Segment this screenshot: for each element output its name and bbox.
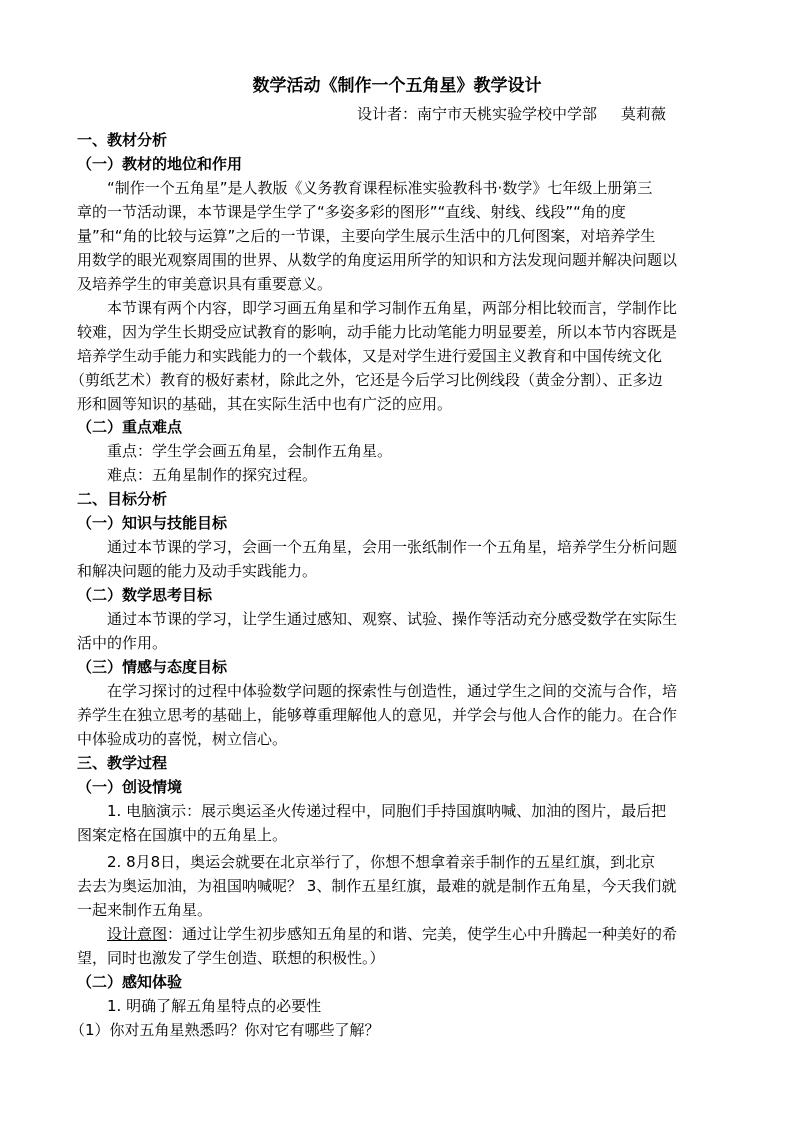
paragraph-line: 章的一节活动课，本节课是学生学了“多姿多彩的图形”“直线、射线、线段”“角的度 [77, 203, 626, 221]
subsection-heading-knowledge-skills: （一）知识与技能目标 [77, 514, 228, 532]
paragraph-line: 通过本节课的学习，会画一个五角星，会用一张纸制作一个五角星，培养学生分析问题 [107, 538, 678, 556]
section-heading-goal-analysis: 二、目标分析 [77, 490, 168, 508]
key-point-line: 重点：学生学会画五角星，会制作五角星。 [107, 442, 393, 460]
author-line: 设计者：南宁市天桃实验学校中学部 莫莉薇 [357, 105, 666, 123]
paragraph-line: 在学习探讨的过程中体验数学问题的探索性与创造性，通过学生之间的交流与合作，培 [107, 682, 678, 700]
design-intent-text: ：通过让学生初步感知五角星的和谐、完美，使学生心中升腾起一种美好的希 [167, 925, 678, 943]
paragraph-line: 通过本节课的学习，让学生通过感知、观察、试验、操作等活动充分感受数学在实际生 [107, 610, 678, 628]
paragraph-line: 形和圆等知识的基础，其在实际生活中也有广泛的应用。 [77, 395, 453, 413]
question-line: （1）你对五角星熟悉吗？你对它有哪些了解？ [70, 1021, 380, 1039]
list-item-line: 去去为奥运加油，为祖国呐喊呢？ 3、制作五星红旗，最难的就是制作五角星，今天我们就 [77, 877, 677, 895]
difficult-point-line: 难点：五角星制作的探究过程。 [107, 466, 318, 484]
list-item-line: 1. 明确了解五角星特点的必要性 [107, 997, 322, 1015]
paragraph-line: 和解决问题的能力及动手实践能力。 [77, 562, 318, 580]
paragraph-line: “制作一个五角星”是人教版《义务教育课程标准实验教科书·数学》七年级上册第三 [107, 179, 653, 197]
design-intent-line [107, 922, 677, 946]
document-title: 数学活动《制作一个五角星》教学设计 [252, 76, 542, 96]
subsection-heading-status-role: （一）教材的地位和作用 [77, 155, 243, 173]
paragraph-line: 活中的作用。 [77, 634, 168, 652]
list-item-line: 一起来制作五角星。 [77, 901, 213, 919]
paragraph-line: 中体验成功的喜悦，树立信心。 [77, 730, 288, 748]
subsection-heading-emotion-attitude: （三）情感与态度目标 [77, 658, 228, 676]
paragraph-line: 用数学的眼光观察周围的世界、从数学的角度运用所学的知识和方法发现问题并解决问题以 [77, 251, 678, 269]
subsection-heading-key-difficult: （二）重点难点 [77, 418, 183, 436]
subsection-heading-create-situation: （一）创设情境 [77, 778, 183, 796]
paragraph-line: 培养学生动手能力和实践能力的一个载体，又是对学生进行爱国主义教育和中国传统文化 [77, 347, 663, 365]
design-intent-line: 望，同时也激发了学生创造、联想的积极性。） [77, 949, 385, 967]
design-intent-label: 设计意图 [107, 925, 168, 943]
section-heading-teaching-process: 三、教学过程 [77, 754, 168, 772]
paragraph-line: 本节课有两个内容，即学习画五角星和学习制作五角星，两部分相比较而言，学制作比 [107, 299, 678, 317]
list-item-line: 2. 8月8日，奥运会就要在北京举行了，你想不想拿着亲手制作的五星红旗，到北京 [107, 853, 656, 871]
paragraph-line: 及培养学生的审美意识具有重要意义。 [77, 275, 333, 293]
subsection-heading-perceive-experience: （二）感知体验 [77, 973, 183, 991]
paragraph-line: 养学生在独立思考的基础上，能够尊重理解他人的意见，并学会与他人合作的能力。在合作 [77, 706, 678, 724]
list-item-line: 图案定格在国旗中的五角星上。 [77, 826, 288, 844]
list-item-line: 1. 电脑演示：展示奥运圣火传递过程中，同胞们手持国旗呐喊、加油的图片，最后把 [107, 802, 667, 820]
paragraph-line: （剪纸艺术）教育的极好素材，除此之外，它还是今后学习比例线段（黄金分割）、正多边 [70, 371, 663, 389]
paragraph-line: 较难，因为学生长期受应试教育的影响，动手能力比动笔能力明显要差，所以本节内容既是 [77, 323, 678, 341]
section-heading-textbook-analysis: 一、教材分析 [77, 131, 168, 149]
subsection-heading-math-thinking: （二）数学思考目标 [77, 586, 213, 604]
paragraph-line: 量”和“角的比较与运算”之后的一节课，主要向学生展示生活中的几何图案，对培养学生 [77, 227, 656, 245]
